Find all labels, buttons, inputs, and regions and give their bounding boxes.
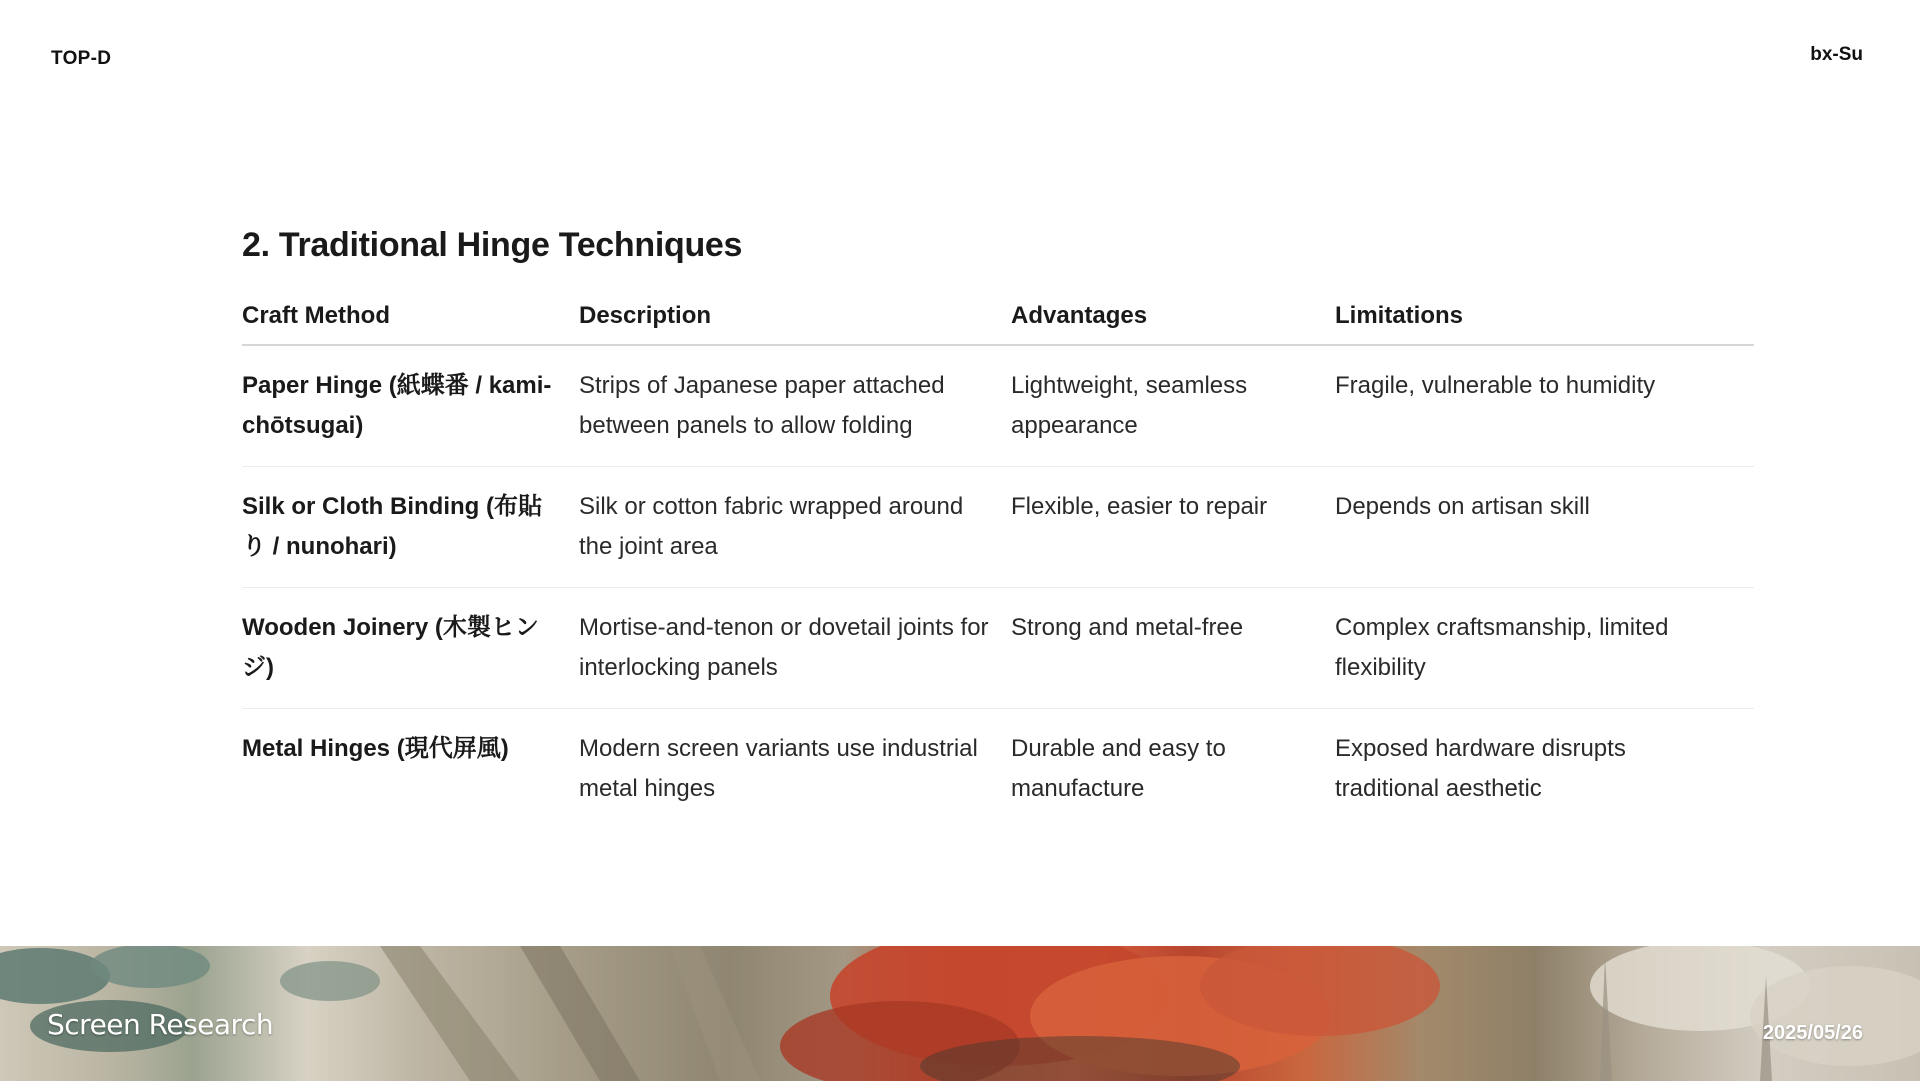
cell-method: Wooden Joinery (木製ヒンジ) xyxy=(242,588,579,709)
cell-method: Silk or Cloth Binding (布貼り / nunohari) xyxy=(242,467,579,588)
header-left-label: TOP-D xyxy=(51,48,112,69)
cell-advantages: Flexible, easier to repair xyxy=(1011,467,1335,588)
cell-advantages: Lightweight, seamless appearance xyxy=(1011,345,1335,467)
cell-limitations: Complex craftsmanship, limited flexibility xyxy=(1335,588,1754,709)
header-right-label: bx-Su xyxy=(1810,44,1863,65)
column-header-advantages: Advantages xyxy=(1011,294,1335,345)
column-header-description: Description xyxy=(579,294,1011,345)
cell-method: Paper Hinge (紙蝶番 / kami-chōtsugai) xyxy=(242,345,579,467)
cell-limitations: Fragile, vulnerable to humidity xyxy=(1335,345,1754,467)
table-row xyxy=(242,345,1754,467)
cell-advantages: Durable and easy to manufacture xyxy=(1011,735,1226,802)
cell-method: Metal Hinges (現代屏風) xyxy=(242,735,509,762)
footer-brand-label: Screen Research xyxy=(47,1008,274,1041)
footer-landscape-image xyxy=(0,946,1920,1081)
cell-description: Strips of Japanese paper attached between panels to allow folding xyxy=(579,345,1011,467)
cell-description: Mortise-and-tenon or dovetail joints for interlocking panels xyxy=(579,588,1011,709)
cell-description: Silk or cotton fabric wrapped around the joint area xyxy=(579,467,1011,588)
table-row xyxy=(242,588,1754,709)
hinge-techniques-table xyxy=(242,294,1754,829)
column-header-limitations: Limitations xyxy=(1335,294,1754,345)
column-header-craft-method: Craft Method xyxy=(242,294,579,345)
cell-advantages: Strong and metal-free xyxy=(1011,588,1335,709)
footer-landscape-art xyxy=(0,946,1920,1081)
section-title: 2. Traditional Hinge Techniques xyxy=(242,226,743,264)
table-row xyxy=(242,467,1754,588)
footer-date: 2025/05/26 xyxy=(1762,1022,1863,1044)
table-row xyxy=(242,709,1754,830)
cell-description: Modern screen variants use industrial metal hinges xyxy=(579,735,978,802)
table-header-row xyxy=(242,294,1754,345)
cell-limitations: Depends on artisan skill xyxy=(1335,467,1754,588)
cell-limitations: Exposed hardware disrupts traditional aesthetic xyxy=(1335,735,1626,802)
